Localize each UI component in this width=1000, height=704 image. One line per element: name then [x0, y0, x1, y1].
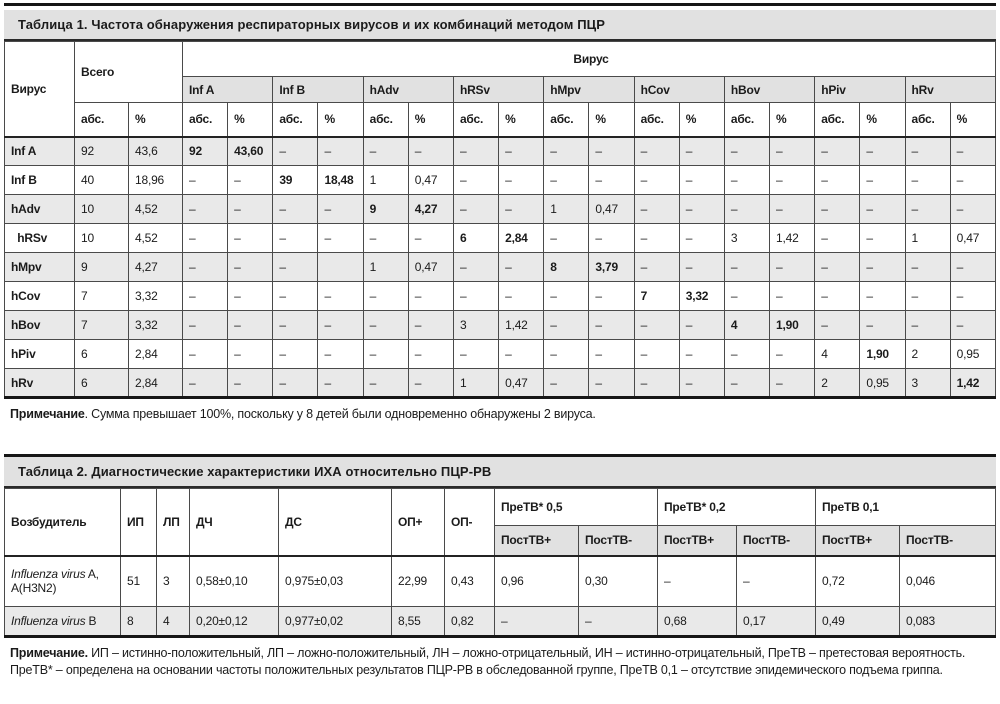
data-cell: –	[905, 311, 950, 340]
data-cell: –	[658, 556, 737, 607]
data-cell: 0,30	[579, 556, 658, 607]
data-cell: –	[363, 224, 408, 253]
data-cell: –	[679, 369, 724, 398]
t1-pct-header: %	[228, 103, 273, 137]
data-cell: –	[408, 224, 453, 253]
data-cell: –	[724, 369, 769, 398]
data-cell: 0,82	[445, 607, 495, 637]
data-cell: –	[860, 253, 905, 282]
data-cell: –	[318, 311, 363, 340]
data-cell: –	[589, 166, 634, 195]
data-cell: 0,58±0,10	[190, 556, 279, 607]
data-cell: –	[453, 137, 498, 166]
data-cell: –	[905, 137, 950, 166]
t2-body	[5, 556, 996, 637]
table1-table	[4, 41, 996, 399]
row-label	[5, 556, 121, 607]
species-name: Influenza virus	[11, 614, 86, 628]
t1-pct-header: %	[679, 103, 724, 137]
data-cell: 1,42	[950, 369, 995, 398]
t2-header-fp: ЛП	[157, 489, 190, 556]
data-cell: 6	[75, 340, 129, 369]
strain-name: A, A(H3N2)	[11, 567, 99, 596]
t2-posttv-pos-header: ПостТВ+	[816, 526, 900, 556]
data-cell: –	[815, 195, 860, 224]
data-cell: –	[318, 195, 363, 224]
t1-abs-header: абс.	[724, 103, 769, 137]
data-cell: –	[544, 311, 589, 340]
data-cell: 0,20±0,12	[190, 607, 279, 637]
data-cell: –	[950, 137, 995, 166]
data-cell: –	[318, 369, 363, 398]
data-cell: –	[183, 282, 228, 311]
data-cell: 8	[544, 253, 589, 282]
data-cell: 0,47	[589, 195, 634, 224]
t1-virus-name-header: hRSv	[453, 77, 543, 103]
data-cell: –	[860, 137, 905, 166]
t2-header-pretv-02: ПреТВ* 0,2	[658, 489, 816, 526]
table1-note	[10, 406, 996, 423]
data-cell: 3,79	[589, 253, 634, 282]
data-cell: 2,84	[129, 369, 183, 398]
data-cell: 18,96	[129, 166, 183, 195]
data-cell: –	[499, 137, 544, 166]
t1-pct-header: %	[950, 103, 995, 137]
data-cell: –	[634, 340, 679, 369]
data-cell: –	[228, 340, 273, 369]
data-cell: –	[860, 311, 905, 340]
data-cell: 0,975±0,03	[279, 556, 392, 607]
row-label: hRv	[5, 369, 75, 398]
data-cell: 4	[157, 607, 190, 637]
data-cell: –	[815, 224, 860, 253]
data-cell: –	[679, 137, 724, 166]
data-cell: 10	[75, 224, 129, 253]
t2-header-row-1	[5, 489, 996, 526]
data-cell: 10	[75, 195, 129, 224]
data-cell: –	[408, 137, 453, 166]
note-label: Примечание	[10, 407, 85, 421]
data-cell: –	[273, 195, 318, 224]
data-cell: 0,96	[495, 556, 579, 607]
row-label	[5, 607, 121, 637]
data-cell: 2,84	[129, 340, 183, 369]
data-cell: –	[544, 224, 589, 253]
data-cell: –	[770, 137, 815, 166]
t2-posttv-pos-header: ПостТВ+	[658, 526, 737, 556]
data-cell: 3,32	[129, 311, 183, 340]
data-cell: –	[363, 282, 408, 311]
data-cell: –	[408, 311, 453, 340]
t1-abs-header: абс.	[75, 103, 129, 137]
t1-header-virus: Вирус	[5, 42, 75, 137]
data-cell: 4	[724, 311, 769, 340]
data-cell: 0,72	[816, 556, 900, 607]
data-cell: –	[228, 195, 273, 224]
table-row	[5, 166, 996, 195]
row-label: hCov	[5, 282, 75, 311]
data-cell: –	[495, 607, 579, 637]
data-cell: –	[589, 224, 634, 253]
data-cell: 7	[634, 282, 679, 311]
data-cell: –	[408, 340, 453, 369]
data-cell: 39	[273, 166, 318, 195]
note-text: . Сумма превышает 100%, поскольку у 8 детей были одновременно обнаружены 2 вируса.	[84, 407, 596, 421]
t1-header-row-1	[5, 42, 996, 77]
data-cell: –	[815, 282, 860, 311]
data-cell: 0,49	[816, 607, 900, 637]
data-cell: –	[228, 311, 273, 340]
data-cell: –	[363, 340, 408, 369]
t1-virus-name-header: Inf A	[183, 77, 273, 103]
data-cell: 1,42	[770, 224, 815, 253]
t1-header-virus-group: Вирус	[183, 42, 996, 77]
data-cell: 0,046	[900, 556, 996, 607]
data-cell: 0,68	[658, 607, 737, 637]
data-cell: –	[579, 607, 658, 637]
data-cell: –	[453, 253, 498, 282]
data-cell: –	[815, 166, 860, 195]
data-cell: –	[544, 166, 589, 195]
data-cell: 3	[724, 224, 769, 253]
data-cell: –	[679, 253, 724, 282]
data-cell: 1	[363, 253, 408, 282]
data-cell: 0,47	[408, 166, 453, 195]
table2-title-text: Таблица 2. Диагностические характеристики ИХА относительно ПЦР-РВ	[18, 464, 492, 479]
data-cell: 6	[75, 369, 129, 398]
t1-abs-header: абс.	[815, 103, 860, 137]
data-cell: 6	[453, 224, 498, 253]
data-cell: 3	[905, 369, 950, 398]
t1-pct-header: %	[499, 103, 544, 137]
data-cell: –	[363, 369, 408, 398]
table-row	[5, 137, 996, 166]
data-cell: –	[273, 224, 318, 253]
data-cell: –	[905, 166, 950, 195]
data-cell: 4,52	[129, 195, 183, 224]
t2-header-lr-pos: ОП+	[392, 489, 445, 556]
data-cell: –	[860, 166, 905, 195]
data-cell: 8	[121, 607, 157, 637]
data-cell: 9	[363, 195, 408, 224]
t1-virus-name-header: hMpv	[544, 77, 634, 103]
data-cell: –	[318, 340, 363, 369]
data-cell: –	[183, 166, 228, 195]
data-cell: –	[770, 340, 815, 369]
data-cell: –	[679, 340, 724, 369]
data-cell: 8,55	[392, 607, 445, 637]
data-cell: –	[634, 369, 679, 398]
data-cell: 0,47	[408, 253, 453, 282]
data-cell: 0,47	[499, 369, 544, 398]
data-cell: –	[634, 195, 679, 224]
data-cell: –	[499, 253, 544, 282]
data-cell: 0,95	[860, 369, 905, 398]
data-cell: –	[183, 311, 228, 340]
data-cell: –	[905, 195, 950, 224]
row-label: Inf B	[5, 166, 75, 195]
data-cell: 3	[453, 311, 498, 340]
t2-header-pretv-01: ПреТВ 0,1	[816, 489, 996, 526]
table-row	[5, 607, 996, 637]
data-cell: –	[228, 166, 273, 195]
data-cell: 0,17	[737, 607, 816, 637]
data-cell: –	[770, 369, 815, 398]
t2-header-pretv-05: ПреТВ* 0,5	[495, 489, 658, 526]
data-cell: 2,84	[499, 224, 544, 253]
t2-header-tp: ИП	[121, 489, 157, 556]
data-cell: –	[273, 282, 318, 311]
data-cell: 0,083	[900, 607, 996, 637]
data-cell: –	[679, 166, 724, 195]
data-cell: –	[589, 137, 634, 166]
note-label: Примечание.	[10, 646, 88, 660]
t1-virus-name-header: Inf B	[273, 77, 363, 103]
strain-name: B	[85, 614, 97, 628]
t1-pct-header: %	[770, 103, 815, 137]
data-cell: 92	[75, 137, 129, 166]
t1-abs-header: абс.	[183, 103, 228, 137]
data-cell: –	[499, 340, 544, 369]
t2-header-sens: ДЧ	[190, 489, 279, 556]
data-cell: 18,48	[318, 166, 363, 195]
table-row	[5, 224, 996, 253]
data-cell: 1	[363, 166, 408, 195]
data-cell: –	[860, 195, 905, 224]
data-cell: –	[724, 137, 769, 166]
data-cell: –	[724, 253, 769, 282]
data-cell: –	[634, 166, 679, 195]
data-cell: –	[634, 311, 679, 340]
data-cell: –	[589, 282, 634, 311]
data-cell: –	[860, 282, 905, 311]
data-cell: –	[273, 340, 318, 369]
data-cell: 4,52	[129, 224, 183, 253]
data-cell: –	[589, 340, 634, 369]
row-label: hMpv	[5, 253, 75, 282]
data-cell: –	[679, 224, 724, 253]
t1-header-total: Всего	[75, 42, 183, 103]
data-cell: –	[950, 166, 995, 195]
data-cell: 7	[75, 311, 129, 340]
t1-pct-header: %	[408, 103, 453, 137]
species-name: Influenza virus	[11, 567, 86, 582]
data-cell: 1	[453, 369, 498, 398]
table1-section	[4, 3, 996, 423]
data-cell: 4	[815, 340, 860, 369]
t1-virus-name-header: hRv	[905, 77, 996, 103]
data-cell: –	[499, 195, 544, 224]
data-cell: –	[905, 282, 950, 311]
data-cell: –	[815, 137, 860, 166]
data-cell: 0,43	[445, 556, 495, 607]
data-cell: 1,42	[499, 311, 544, 340]
data-cell: –	[273, 311, 318, 340]
table-row	[5, 556, 996, 607]
data-cell: –	[499, 166, 544, 195]
row-label: Inf A	[5, 137, 75, 166]
data-cell: –	[950, 253, 995, 282]
t2-posttv-neg-header: ПостТВ-	[737, 526, 816, 556]
data-cell: 2	[815, 369, 860, 398]
data-cell: 9	[75, 253, 129, 282]
table1-title-text: Таблица 1. Частота обнаружения респираторных вирусов и их комбинаций методом ПЦР	[18, 17, 606, 32]
table-row	[5, 369, 996, 398]
data-cell: –	[228, 369, 273, 398]
table-row	[5, 195, 996, 224]
data-cell: 0,47	[950, 224, 995, 253]
data-cell: –	[273, 137, 318, 166]
data-cell: 0,95	[950, 340, 995, 369]
data-cell: –	[183, 369, 228, 398]
data-cell: –	[228, 282, 273, 311]
t1-pct-header: %	[860, 103, 905, 137]
data-cell: –	[589, 369, 634, 398]
data-cell: –	[228, 253, 273, 282]
data-cell: –	[634, 137, 679, 166]
data-cell: –	[815, 311, 860, 340]
data-cell: 1,90	[860, 340, 905, 369]
table-row	[5, 253, 996, 282]
t1-virus-name-header: hAdv	[363, 77, 453, 103]
data-cell: –	[318, 282, 363, 311]
data-cell	[318, 253, 363, 282]
t2-header-pathogen: Возбудитель	[5, 489, 121, 556]
data-cell: –	[950, 195, 995, 224]
data-cell: –	[408, 282, 453, 311]
row-label: hBov	[5, 311, 75, 340]
data-cell: –	[634, 224, 679, 253]
data-cell: –	[544, 137, 589, 166]
t1-virus-name-header: hCov	[634, 77, 724, 103]
data-cell: 3,32	[129, 282, 183, 311]
t1-abs-header: абс.	[544, 103, 589, 137]
t1-pct-header: %	[589, 103, 634, 137]
data-cell: 92	[183, 137, 228, 166]
data-cell: –	[815, 253, 860, 282]
data-cell: –	[679, 311, 724, 340]
data-cell: –	[453, 282, 498, 311]
data-cell: –	[363, 311, 408, 340]
data-cell: –	[183, 253, 228, 282]
data-cell: –	[499, 282, 544, 311]
table-row	[5, 282, 996, 311]
data-cell: 4,27	[408, 195, 453, 224]
row-label: hAdv	[5, 195, 75, 224]
data-cell: 40	[75, 166, 129, 195]
t2-posttv-neg-header: ПостТВ-	[579, 526, 658, 556]
t1-header-row-abs-pct	[5, 103, 996, 137]
data-cell: –	[318, 137, 363, 166]
data-cell: –	[860, 224, 905, 253]
data-cell: –	[363, 137, 408, 166]
t2-header-spec: ДС	[279, 489, 392, 556]
data-cell: –	[679, 195, 724, 224]
data-cell: 3	[157, 556, 190, 607]
data-cell: –	[770, 166, 815, 195]
data-cell: –	[544, 369, 589, 398]
data-cell: –	[183, 340, 228, 369]
document-page	[0, 3, 1000, 679]
data-cell: –	[453, 166, 498, 195]
data-cell: 1	[544, 195, 589, 224]
table2-title	[4, 454, 996, 488]
table2-table	[4, 488, 996, 638]
data-cell: –	[453, 340, 498, 369]
t1-virus-name-header: hPiv	[815, 77, 905, 103]
note-text: ИП – истинно-положительный, ЛП – ложно-положительный, ЛН – ложно-отрицательный, ИН – истинно-отрицательный, ПреТВ – претестовая вероятность. ПреТВ* – определена на основании частоты положительных результатов ПЦР-РВ в обследованной группе, ПреТВ 0,1 – отсутствие эпидемического подъема гриппа.	[10, 646, 966, 677]
data-cell: –	[544, 282, 589, 311]
data-cell: –	[770, 195, 815, 224]
t1-abs-header: абс.	[363, 103, 408, 137]
data-cell: –	[770, 282, 815, 311]
t1-pct-header: %	[318, 103, 363, 137]
table-row	[5, 311, 996, 340]
t1-virus-name-header: hBov	[724, 77, 814, 103]
data-cell: –	[724, 195, 769, 224]
t1-abs-header: абс.	[453, 103, 498, 137]
t1-body	[5, 137, 996, 398]
table2-note	[10, 645, 992, 679]
t1-abs-header: абс.	[273, 103, 318, 137]
t1-abs-header: абс.	[905, 103, 950, 137]
data-cell: –	[273, 369, 318, 398]
data-cell: 1,90	[770, 311, 815, 340]
data-cell: –	[737, 556, 816, 607]
top-rule	[4, 3, 996, 6]
data-cell: –	[634, 253, 679, 282]
t2-posttv-neg-header: ПостТВ-	[900, 526, 996, 556]
data-cell: –	[724, 166, 769, 195]
data-cell: –	[408, 369, 453, 398]
data-cell: 2	[905, 340, 950, 369]
data-cell: –	[318, 224, 363, 253]
data-cell: –	[724, 340, 769, 369]
data-cell: 22,99	[392, 556, 445, 607]
data-cell: –	[183, 195, 228, 224]
data-cell: 3,32	[679, 282, 724, 311]
t2-header-lr-neg: ОП-	[445, 489, 495, 556]
data-cell: –	[453, 195, 498, 224]
data-cell: –	[273, 253, 318, 282]
data-cell: –	[905, 253, 950, 282]
data-cell: 1	[905, 224, 950, 253]
data-cell: –	[770, 253, 815, 282]
data-cell: –	[724, 282, 769, 311]
row-label: hRSv	[5, 224, 75, 253]
data-cell: –	[950, 311, 995, 340]
data-cell: 4,27	[129, 253, 183, 282]
data-cell: –	[589, 311, 634, 340]
data-cell: 7	[75, 282, 129, 311]
t2-posttv-pos-header: ПостТВ+	[495, 526, 579, 556]
data-cell: –	[183, 224, 228, 253]
table1-title	[4, 10, 996, 41]
data-cell: –	[544, 340, 589, 369]
data-cell: 51	[121, 556, 157, 607]
t1-pct-header: %	[129, 103, 183, 137]
table2-section	[4, 454, 996, 679]
data-cell: 43,60	[228, 137, 273, 166]
data-cell: –	[950, 282, 995, 311]
t1-abs-header: абс.	[634, 103, 679, 137]
row-label: hPiv	[5, 340, 75, 369]
table-row	[5, 340, 996, 369]
data-cell: –	[228, 224, 273, 253]
data-cell: 43,6	[129, 137, 183, 166]
data-cell: 0,977±0,02	[279, 607, 392, 637]
